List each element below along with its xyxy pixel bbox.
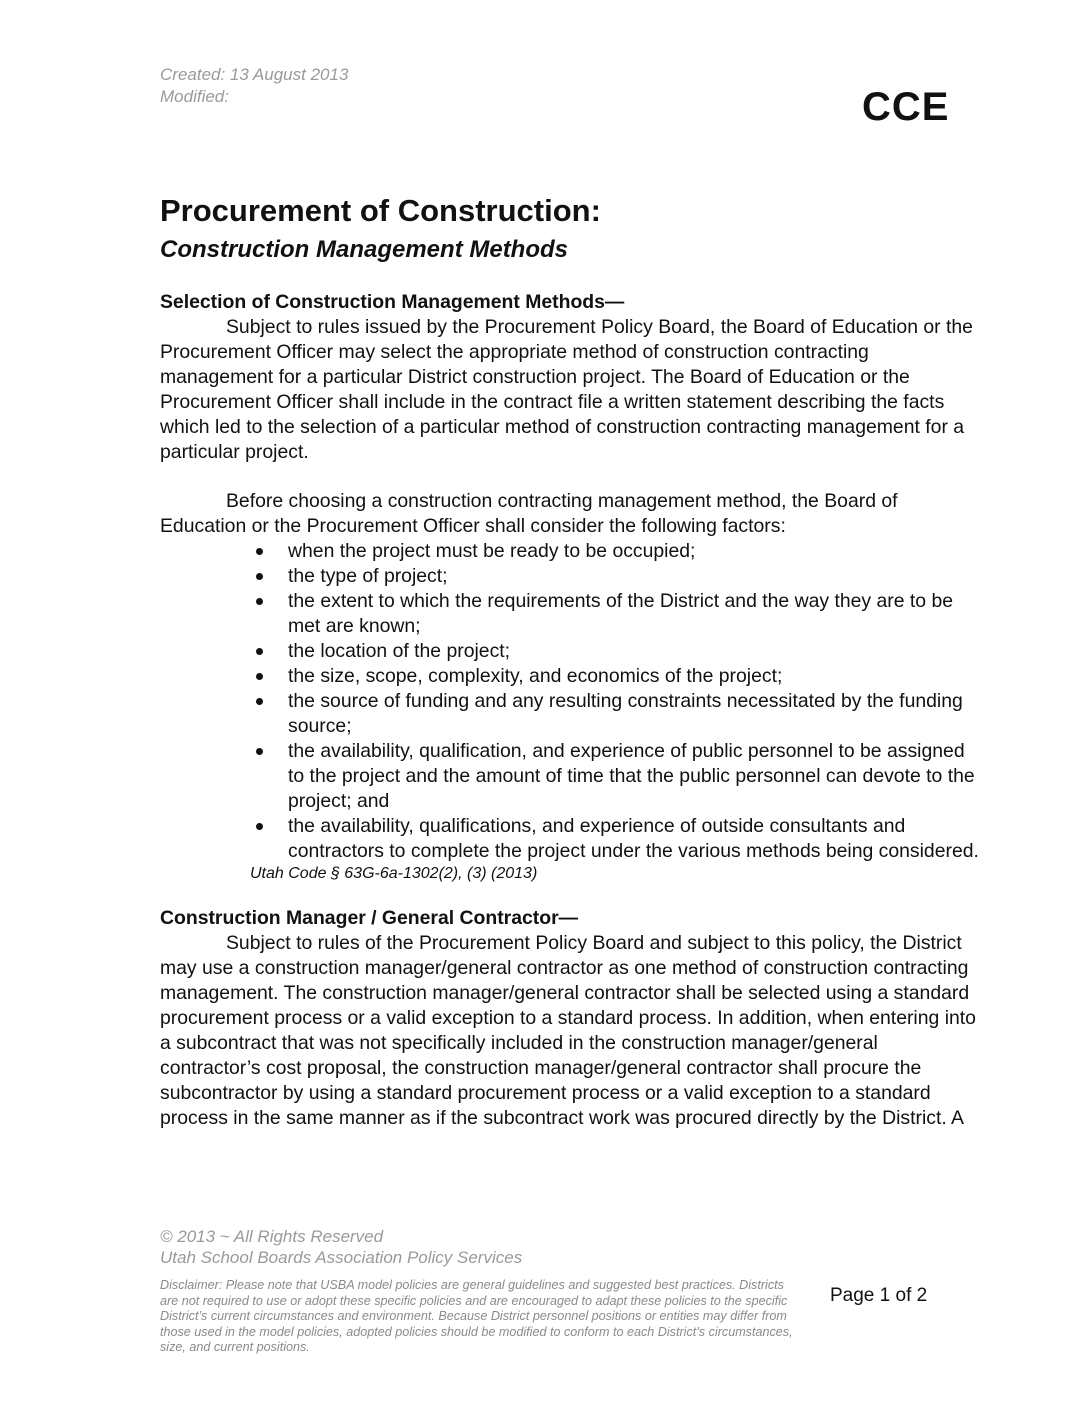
list-item: the location of the project; [160,639,980,664]
copyright-notice: © 2013 ~ All Rights Reserved Utah School Boards Association Policy Services [160,1227,523,1267]
list-item: the source of funding and any resulting constraints necessitated by the funding source; [160,689,980,739]
list-item: when the project must be ready to be occupied; [160,539,980,564]
bullet-icon [256,598,263,605]
list-item: the type of project; [160,564,980,589]
created-date: Created: 13 August 2013 [160,65,349,84]
document-meta [160,64,348,108]
section-heading-selection: Selection of Construction Management Methods— [160,291,625,313]
list-item: the availability, qualification, and experience of public personnel to be assigned to the project and the amount of time that the public personnel can devote to the project; and [160,739,980,814]
bullet-icon [256,823,263,830]
paragraph: Subject to rules issued by the Procurement Policy Board, the Board of Education or the Procurement Officer may select the appropriate method of construction contracting management for a particular District construction project. The Board of Education or the Procurement Officer shall include in the contract file a written statement describing the facts which led to the selection of a particular method of construction contracting management for a particular project. [160,316,973,463]
page-number: Page 1 of 2 [830,1285,928,1306]
list-item: the size, scope, complexity, and economics of the project; [160,664,980,689]
modified-date: Modified: [160,87,229,106]
list-item: the availability, qualifications, and experience of outside consultants and contractors to complete the project under the various methods being considered. [160,814,980,864]
document-body [160,290,980,1131]
factors-list [160,539,980,864]
policy-code: CCE [862,85,950,129]
paragraph: Before choosing a construction contracting management method, the Board of Education or the Procurement Officer shall consider the following factors: [160,490,898,537]
page-title: Procurement of Construction: [160,193,601,228]
paragraph: Subject to rules of the Procurement Policy Board and subject to this policy, the District may use a construction manager/general contractor as one method of construction contracting management. The construction manager/general contractor shall be selected using a standard procurement process or a valid exception to a standard process. In addition, when entering into a subcontract that was not specifically included in the construction manager/general contractor’s cost proposal, the construction manager/general contractor shall procure the subcontractor by using a standard procurement process or a valid exception to a standard process in the same manner as if the subcontract work was procured directly by the District. A [160,932,976,1129]
bullet-icon [256,698,263,705]
section-heading-cmgc: Construction Manager / General Contractor— [160,907,579,929]
page-subtitle: Construction Management Methods [160,236,569,263]
bullet-icon [256,548,263,555]
bullet-icon [256,573,263,580]
bullet-icon [256,673,263,680]
bullet-icon [256,648,263,655]
disclaimer: Disclaimer: Please note that USBA model policies are general guidelines and suggested best practices. Districts are not required to use or adopt these specific policies and are encouraged to adapt these policies to the specific District’s current circumstances and environment. Because District personnel positions or entities may differ from those used in the model policies, adopted policies should be modified to conform to each District’s circumstances, size, and current positions. [160,1278,793,1354]
list-item: the extent to which the requirements of the District and the way they are to be met are known; [160,589,980,639]
legal-citation: Utah Code § 63G-6a-1302(2), (3) (2013) [250,865,538,882]
bullet-icon [256,748,263,755]
